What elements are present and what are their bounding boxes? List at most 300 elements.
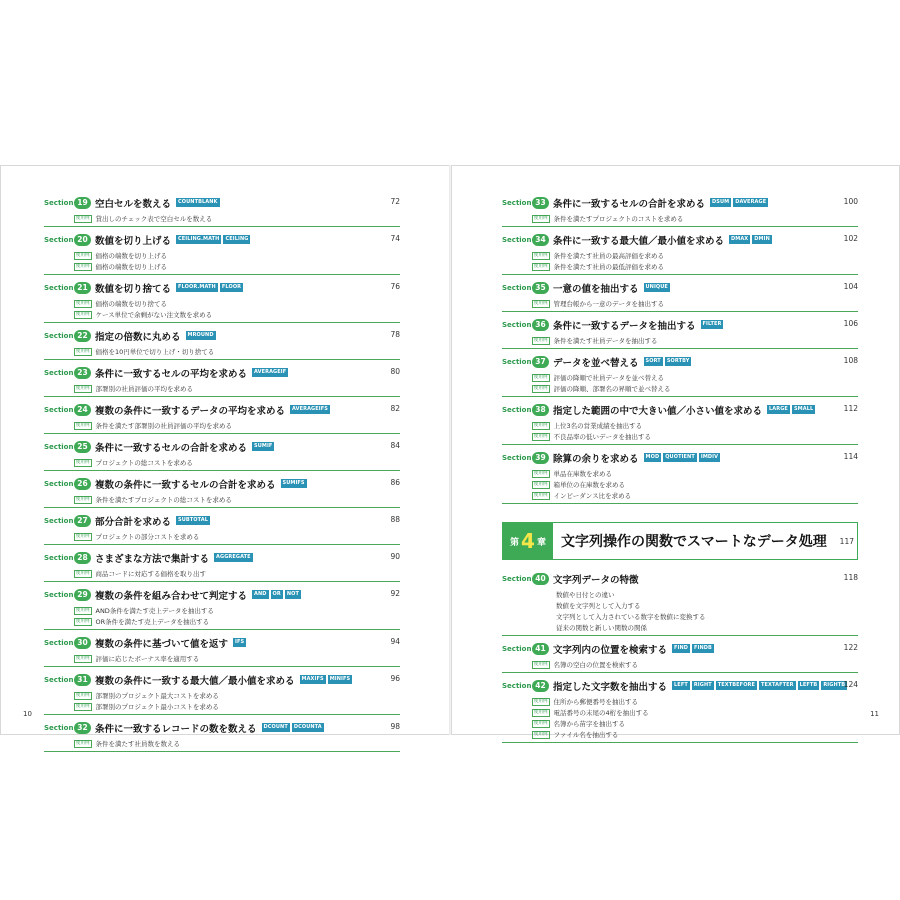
section-heading-row[interactable] [44, 632, 400, 653]
usage-example-tag: 使用例 [534, 374, 548, 380]
section-title[interactable]: 指定の倍数に丸める [95, 331, 181, 343]
section-page-number: 106 [843, 319, 858, 328]
usage-example-text: 部署別のプロジェクト最大コストを求める [95, 692, 219, 700]
section-label: Section [502, 405, 532, 414]
toc-entry[interactable] [502, 675, 858, 743]
toc-entry[interactable] [502, 192, 858, 227]
section-title[interactable]: 条件に一致するデータを抽出する [553, 320, 696, 332]
section-label: Section [44, 479, 74, 488]
function-name-tag: DCOUNTA [293, 724, 322, 730]
usage-example-row [44, 701, 400, 712]
usage-example-tag: 使用例 [534, 263, 548, 269]
function-name-tag: LARGE [769, 406, 788, 412]
section-title[interactable]: 一意の値を抽出する [553, 283, 639, 295]
section-page-number: 78 [390, 330, 400, 339]
section-heading-row[interactable] [502, 638, 858, 659]
usage-example-tag: 使用例 [76, 655, 90, 661]
usage-example-tag: 使用例 [534, 470, 548, 476]
section-page-number: 100 [843, 197, 858, 206]
section-label: Section [502, 357, 532, 366]
usage-example-text: 部署別の社員評価の平均を求める [95, 385, 193, 393]
usage-example-text: 価格を10円単位で切り上げ・切り捨てる [95, 348, 215, 356]
toc-entry[interactable] [44, 229, 400, 275]
function-name-tag: UNIQUE [645, 284, 668, 290]
page-folio-right: 11 [870, 710, 879, 718]
usage-example-text: 住所から郵便番号を抽出する [553, 698, 638, 706]
section-number-badge: 24 [74, 404, 91, 416]
usage-example-row [44, 298, 400, 309]
section-page-number: 124 [843, 680, 858, 689]
usage-example-tag: 使用例 [534, 252, 548, 258]
function-name-tag: FIND [674, 645, 689, 651]
usage-example-tag: 使用例 [76, 496, 90, 502]
usage-example-row [502, 420, 858, 431]
function-tags [250, 442, 274, 451]
usage-example-text: 上位3名の営業成績を抽出する [553, 422, 643, 430]
usage-example-tag: 使用例 [76, 385, 90, 391]
function-name-tag: RIGHT [693, 682, 712, 688]
section-page-number: 72 [390, 197, 400, 206]
section-label: Section [44, 638, 74, 647]
section-number-badge: 22 [74, 330, 91, 342]
usage-example-tag: 使用例 [76, 740, 90, 746]
section-heading-row[interactable] [44, 584, 400, 605]
usage-example-tag: 使用例 [76, 252, 90, 258]
toc-entry[interactable] [44, 717, 400, 752]
section-label: Section [502, 320, 532, 329]
usage-example-row [44, 605, 400, 616]
function-name-tag: NOT [286, 591, 299, 597]
section-heading-row[interactable] [502, 351, 858, 372]
section-page-number: 108 [843, 356, 858, 365]
toc-entry[interactable] [44, 547, 400, 582]
function-tags [708, 198, 768, 207]
section-title[interactable]: 複数の条件に一致するデータの平均を求める [95, 405, 286, 417]
function-tags [174, 283, 243, 292]
chapter-prefix: 第 [510, 537, 520, 548]
section-heading-row[interactable] [44, 229, 400, 250]
usage-example-text: 条件を満たすプロジェクトの総コストを求める [95, 496, 232, 504]
usage-example-row [44, 653, 400, 664]
section-number-badge: 30 [74, 637, 91, 649]
function-name-tag: MAXIFS [301, 676, 324, 682]
function-name-tag: SUMIF [254, 443, 273, 449]
section-label: Section [44, 331, 74, 340]
usage-example-text: ケース単位で余剰がない注文数を求める [95, 311, 213, 319]
usage-example-row [44, 261, 400, 272]
section-number-badge: 19 [74, 197, 91, 209]
section-label: Section [44, 198, 74, 207]
function-name-tag: CEILING [225, 236, 249, 242]
function-tags [727, 235, 772, 244]
usage-example-row [44, 690, 400, 701]
toc-entry[interactable] [502, 399, 858, 445]
usage-example-row [502, 250, 858, 261]
section-heading-row[interactable] [44, 399, 400, 420]
function-name-tag: MINIFS [329, 676, 351, 682]
usage-example-tag: 使用例 [534, 433, 548, 439]
function-name-tag: LEFT [674, 682, 688, 688]
function-tags [279, 479, 307, 488]
section-page-number: 112 [843, 404, 858, 413]
usage-example-text: 箱単位の在庫数を求める [553, 481, 625, 489]
section-number-badge: 31 [74, 674, 91, 686]
usage-example-row [44, 383, 400, 394]
section-heading-row[interactable] [502, 314, 858, 335]
subtopic-text: 文字列として入力されている数字を数値に変換する [556, 613, 706, 621]
toc-entry[interactable] [44, 584, 400, 630]
section-heading-row[interactable] [44, 717, 400, 738]
function-tags [174, 516, 210, 525]
function-name-tag: LEFTB [799, 682, 818, 688]
function-tags [699, 320, 724, 329]
chapter-number: 4 [521, 529, 535, 553]
section-heading-row[interactable] [502, 399, 858, 420]
function-name-tag: DAVERAGE [735, 199, 767, 205]
usage-example-row [502, 261, 858, 272]
toc-column-right [502, 192, 858, 745]
section-number-badge: 20 [74, 234, 91, 246]
toc-entry[interactable] [502, 351, 858, 397]
section-heading-row[interactable] [44, 473, 400, 494]
usage-example-text: プロジェクトの総コストを求める [95, 459, 193, 467]
toc-entry[interactable] [502, 314, 858, 349]
usage-example-text: OR条件を満たす売上データを抽出する [95, 618, 210, 626]
usage-example-row [502, 298, 858, 309]
subtopic-text: 数値を文字列として入力する [556, 602, 641, 610]
usage-example-tag: 使用例 [534, 661, 548, 667]
toc-entry[interactable] [44, 510, 400, 545]
section-title[interactable]: 文字列内の位置を検索する [553, 644, 668, 656]
usage-example-text: 価格の端数を切り上げる [95, 252, 167, 260]
usage-example-tag: 使用例 [76, 607, 90, 613]
function-name-tag: SORTBY [666, 358, 690, 364]
section-heading-row[interactable] [502, 447, 858, 468]
usage-example-text: 評価に応じたボーナス率を適用する [95, 655, 200, 663]
section-title[interactable]: 条件に一致するレコードの数を数える [95, 723, 257, 735]
section-title[interactable]: データを並べ替える [553, 357, 639, 369]
usage-example-row [502, 707, 858, 718]
usage-example-tag: 使用例 [76, 215, 90, 221]
section-page-number: 102 [843, 234, 858, 243]
usage-example-text: 名簿から苗字を抽出する [553, 720, 625, 728]
usage-example-text: 条件を満たす社員データを抽出する [553, 337, 658, 345]
subtopic-text: 数値や日付との違い [556, 591, 615, 599]
section-page-number: 74 [390, 234, 400, 243]
usage-example-row [44, 531, 400, 542]
chapter-number-badge [503, 523, 553, 559]
function-name-tag: RIGHTB [823, 682, 846, 688]
usage-example-row [502, 490, 858, 501]
usage-example-row [502, 696, 858, 707]
function-tags [670, 644, 714, 653]
function-name-tag: SMALL [793, 406, 814, 412]
function-tags [642, 453, 721, 462]
section-title[interactable]: 条件に一致するセルの平均を求める [95, 368, 248, 380]
usage-example-text: 電話番号の末尾の4桁を抽出する [553, 709, 649, 717]
function-name-tag: IMDIV [700, 454, 719, 460]
usage-example-row [502, 479, 858, 490]
toc-entry[interactable] [44, 399, 400, 434]
usage-example-tag: 使用例 [76, 300, 90, 306]
section-label: Section [44, 405, 74, 414]
section-page-number: 122 [843, 643, 858, 652]
section-heading-row[interactable] [44, 362, 400, 383]
usage-example-row [502, 335, 858, 346]
section-number-badge: 29 [74, 589, 91, 601]
section-number-badge: 28 [74, 552, 91, 564]
section-heading-row[interactable] [44, 192, 400, 213]
function-tags [670, 681, 847, 690]
section-page-number: 80 [390, 367, 400, 376]
book-spread [0, 165, 900, 748]
section-number-badge: 27 [74, 515, 91, 527]
section-number-badge: 21 [74, 282, 91, 294]
function-name-tag: SORT [645, 358, 661, 364]
function-tags [174, 198, 220, 207]
usage-example-tag: 使用例 [76, 348, 90, 354]
usage-example-tag: 使用例 [76, 692, 90, 698]
toc-entry[interactable] [502, 277, 858, 312]
function-tags [288, 405, 330, 414]
section-title[interactable]: 条件に一致する最大値／最小値を求める [553, 235, 725, 247]
usage-example-row [44, 346, 400, 357]
function-name-tag: QUOTIENT [665, 454, 695, 460]
usage-example-row [44, 457, 400, 468]
usage-example-text: 貸出しのチェック表で空白セルを数える [95, 215, 213, 223]
section-heading-row[interactable] [44, 510, 400, 531]
usage-example-tag: 使用例 [534, 215, 548, 221]
usage-example-row [502, 213, 858, 224]
usage-example-text: 単品在庫数を求める [553, 470, 612, 478]
section-page-number: 118 [843, 573, 858, 582]
section-heading-row[interactable] [44, 669, 400, 690]
section-label: Section [44, 723, 74, 732]
section-number-badge: 38 [532, 404, 549, 416]
usage-example-text: 名簿の空白の位置を検索する [553, 661, 638, 669]
function-tags [642, 357, 692, 366]
usage-example-row [44, 494, 400, 505]
usage-example-text: 評価の降順、部署名の昇順で並べ替える [553, 385, 671, 393]
function-tags [250, 368, 288, 377]
right-page [451, 165, 900, 739]
section-label: Section [44, 553, 74, 562]
usage-example-text: 商品コードに対応する価格を取り出す [95, 570, 206, 578]
toc-entry[interactable] [44, 277, 400, 323]
section-page-number: 90 [390, 552, 400, 561]
usage-example-tag: 使用例 [76, 533, 90, 539]
section-heading-row[interactable] [502, 568, 858, 589]
function-name-tag: SUBTOTAL [178, 517, 209, 523]
section-title[interactable]: 部分合計を求める [95, 516, 172, 528]
section-title[interactable]: 条件に一致するセルの合計を求める [553, 198, 706, 210]
function-name-tag: AND [254, 591, 267, 597]
usage-example-text: 条件を満たす社員の最高評価を求める [553, 252, 664, 260]
usage-example-row [502, 659, 858, 670]
toc-entry[interactable] [44, 362, 400, 397]
usage-example-text: インピーダンス比を求める [553, 492, 632, 500]
section-title[interactable]: 指定した範囲の中で大きい値／小さい値を求める [553, 405, 763, 417]
section-number-badge: 32 [74, 722, 91, 734]
section-label: Section [44, 442, 74, 451]
toc-entry[interactable] [502, 638, 858, 673]
section-label: Section [44, 368, 74, 377]
section-title[interactable]: 複数の条件に一致する最大値／最小値を求める [95, 675, 295, 687]
function-tags [212, 553, 253, 562]
function-name-tag: MROUND [187, 332, 214, 338]
section-heading-row[interactable] [44, 277, 400, 298]
section-number-badge: 35 [532, 282, 549, 294]
usage-example-tag: 使用例 [534, 385, 548, 391]
function-name-tag: FLOOR [221, 284, 242, 290]
usage-example-row [44, 213, 400, 224]
toc-entry[interactable] [44, 192, 400, 227]
section-label: Section [44, 516, 74, 525]
section-label: Section [44, 235, 74, 244]
usage-example-row [44, 420, 400, 431]
section-label: Section [502, 574, 532, 583]
section-number-badge: 39 [532, 452, 549, 464]
subtopic-text: 従来の関数と新しい関数の関係 [556, 624, 647, 632]
section-label: Section [502, 453, 532, 462]
usage-example-text: 管理台帳から一意のデータを抽出する [553, 300, 664, 308]
usage-example-text: 評価の降順で社員データを並べ替える [553, 374, 664, 382]
usage-example-tag: 使用例 [76, 703, 90, 709]
function-name-tag: CEILING.MATH [178, 236, 220, 242]
section-title[interactable]: 複数の条件を組み合わせて判定する [95, 590, 248, 602]
chapter-title[interactable]: 文字列操作の関数でスマートなデータ処理 [561, 534, 827, 550]
section-title[interactable]: 除算の余りを求める [553, 453, 639, 465]
usage-example-tag: 使用例 [534, 422, 548, 428]
section-page-number: 76 [390, 282, 400, 291]
function-tags [260, 723, 324, 732]
toc-entry[interactable] [44, 436, 400, 471]
chapter-heading[interactable] [502, 522, 858, 560]
function-name-tag: DSUM [712, 199, 730, 205]
toc-entry[interactable] [502, 229, 858, 275]
usage-example-row [44, 309, 400, 320]
function-name-tag: FILTER [702, 321, 722, 327]
section-title[interactable]: さまざまな方法で集計する [95, 553, 210, 565]
section-label: Section [44, 675, 74, 684]
usage-example-tag: 使用例 [76, 311, 90, 317]
section-page-number: 94 [390, 637, 400, 646]
section-number-badge: 33 [532, 197, 549, 209]
usage-example-text: 価格の端数を切り上げる [95, 263, 167, 271]
toc-entry[interactable] [44, 669, 400, 715]
function-name-tag: AGGREGATE [216, 554, 251, 560]
section-number-badge: 42 [532, 680, 549, 692]
section-title[interactable]: 数値を切り上げる [95, 235, 172, 247]
section-label: Section [44, 283, 74, 292]
function-tags [642, 283, 670, 292]
section-title[interactable]: 空白セルを数える [95, 198, 172, 210]
section-title[interactable]: 複数の条件に一致するセルの合計を求める [95, 479, 276, 491]
function-name-tag: DMIN [754, 236, 770, 242]
usage-example-tag: 使用例 [76, 618, 90, 624]
function-tags [765, 405, 815, 414]
usage-example-text: AND条件を満たす売上データを抽出する [95, 607, 214, 615]
function-name-tag: FLOOR.MATH [178, 284, 216, 290]
usage-example-tag: 使用例 [534, 337, 548, 343]
section-heading-row[interactable] [502, 675, 858, 696]
section-number-badge: 23 [74, 367, 91, 379]
usage-example-text: プロジェクトの部分コストを求める [95, 533, 200, 541]
usage-example-tag: 使用例 [534, 300, 548, 306]
usage-example-tag: 使用例 [534, 731, 548, 737]
chapter-suffix: 章 [536, 537, 546, 548]
section-title[interactable]: 指定した文字数を抽出する [553, 681, 668, 693]
usage-example-text: 条件を満たす部署別の社員評価の平均を求める [95, 422, 232, 430]
section-title[interactable]: 複数の条件に基づいて値を返す [95, 638, 229, 650]
section-heading-row[interactable] [502, 192, 858, 213]
section-number-badge: 34 [532, 234, 549, 246]
usage-example-text: 条件を満たす社員数を数える [95, 740, 180, 748]
function-name-tag: SUMIFS [282, 480, 305, 486]
function-name-tag: IFS [235, 639, 245, 645]
section-title[interactable]: 条件に一致するセルの合計を求める [95, 442, 248, 454]
section-page-number: 104 [843, 282, 858, 291]
usage-example-text: 条件を満たす社員の最低評価を求める [553, 263, 664, 271]
section-page-number: 92 [390, 589, 400, 598]
usage-example-tag: 使用例 [76, 459, 90, 465]
toc-entry[interactable] [44, 473, 400, 508]
section-heading-row[interactable] [502, 277, 858, 298]
toc-entry[interactable] [502, 568, 858, 636]
function-name-tag: DCOUNT [263, 724, 288, 730]
function-name-tag: MOD [645, 454, 660, 460]
section-title[interactable]: 文字列データの特徴 [553, 574, 639, 586]
page-folio-left: 10 [23, 710, 32, 718]
section-label: Section [502, 235, 532, 244]
section-heading-row[interactable] [502, 229, 858, 250]
usage-example-text: 価格の端数を切り捨てる [95, 300, 167, 308]
section-number-badge: 25 [74, 441, 91, 453]
toc-column-left [44, 192, 400, 754]
function-name-tag: OR [272, 591, 281, 597]
usage-example-text: 条件を満たすプロジェクトのコストを求める [553, 215, 684, 223]
function-tags [298, 675, 353, 684]
usage-example-row [44, 568, 400, 579]
section-number-badge: 26 [74, 478, 91, 490]
usage-example-row [502, 383, 858, 394]
function-tags [231, 638, 246, 647]
usage-example-tag: 使用例 [534, 481, 548, 487]
section-heading-row[interactable] [44, 325, 400, 346]
section-heading-row[interactable] [44, 436, 400, 457]
section-number-badge: 40 [532, 573, 549, 585]
section-heading-row[interactable] [44, 547, 400, 568]
section-title[interactable]: 数値を切り捨てる [95, 283, 172, 295]
section-page-number: 82 [390, 404, 400, 413]
section-label: Section [502, 644, 532, 653]
function-name-tag: TEXTBEFORE [717, 682, 756, 688]
function-name-tag: FINDB [694, 645, 712, 651]
usage-example-row [44, 250, 400, 261]
toc-entry[interactable] [502, 447, 858, 504]
function-name-tag: DMAX [731, 236, 749, 242]
section-label: Section [502, 198, 532, 207]
usage-example-tag: 使用例 [76, 422, 90, 428]
usage-example-row [502, 468, 858, 479]
toc-entry[interactable] [44, 632, 400, 667]
usage-example-tag: 使用例 [76, 570, 90, 576]
section-number-badge: 41 [532, 643, 549, 655]
left-page [0, 165, 451, 748]
function-name-tag: COUNTBLANK [178, 199, 218, 205]
section-page-number: 84 [390, 441, 400, 450]
toc-entry[interactable] [44, 325, 400, 360]
